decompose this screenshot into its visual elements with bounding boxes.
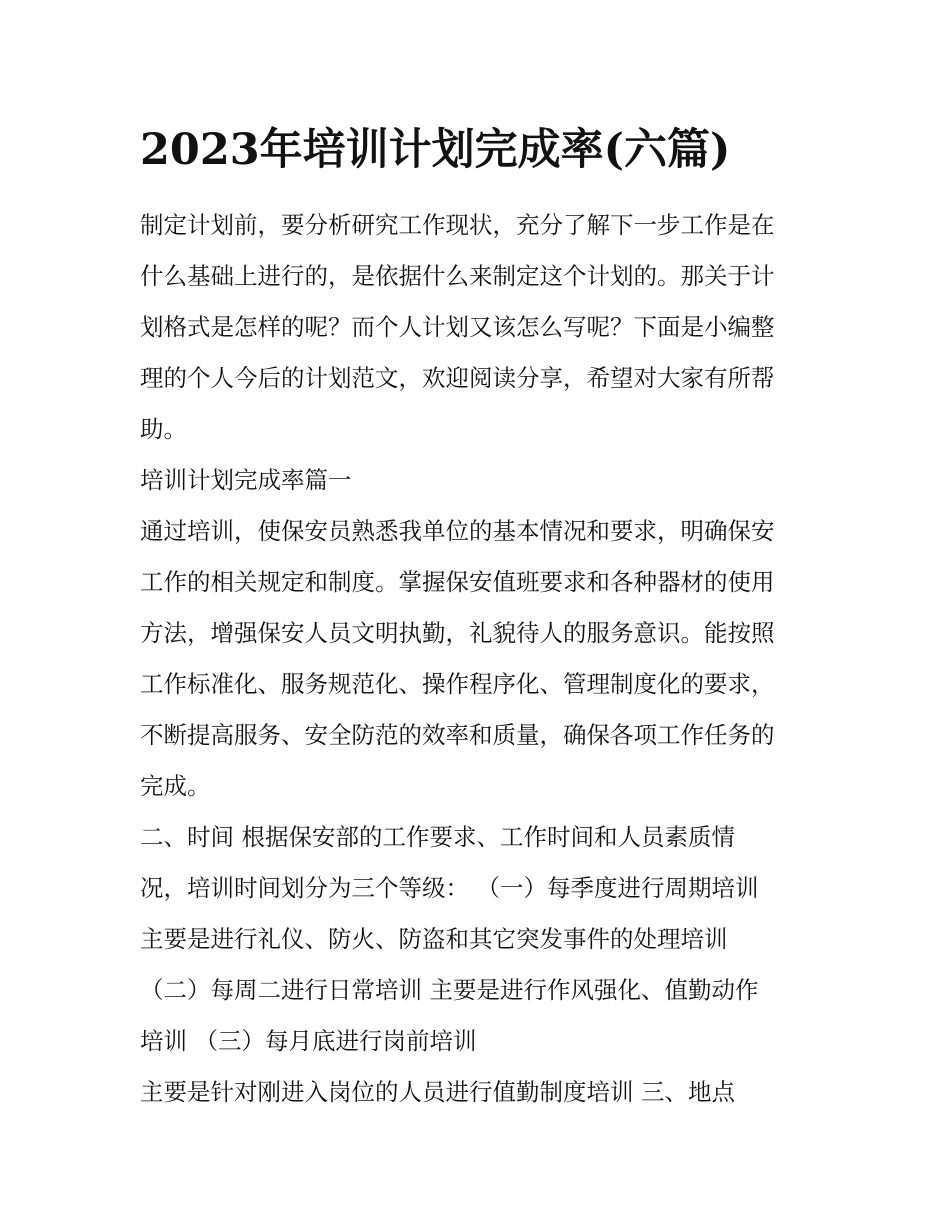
intro-line-2: 什么基础上进行的，是依据什么来制定这个计划的。那关于计 [140, 262, 775, 290]
intro-line-4: 理的个人今后的计划范文，欢迎阅读分享，希望对大家有所帮 [140, 364, 775, 392]
paragraph-line: 方法，增强保安人员文明执勤，礼貌待人的服务意识。能按照 [140, 619, 775, 647]
paragraph-line: 主要是进行礼仪、防火、防盗和其它突发事件的处理培训 [140, 925, 728, 953]
paragraph-line: 工作标准化、服务规范化、操作程序化、管理制度化的要求， [140, 670, 775, 698]
paragraph-line: 工作的相关规定和制度。掌握保安值班要求和各种器材的使用 [140, 568, 775, 596]
document-title: 2023年培训计划完成率(六篇) [140, 125, 731, 175]
intro-line-3: 划格式是怎样的呢？而个人计划又该怎么写呢？下面是小编整 [140, 313, 775, 341]
document-body [140, 200, 820, 1118]
paragraph-line: （二）每周二进行日常培训 主要是进行作风强化、值勤动作 [140, 976, 759, 1004]
intro-line-5: 助。 [140, 415, 187, 443]
section-heading: 培训计划完成率篇一 [140, 466, 352, 494]
paragraph-line: 二、时间 根据保安部的工作要求、工作时间和人员素质情 [140, 823, 735, 851]
paragraph-line: 通过培训，使保安员熟悉我单位的基本情况和要求，明确保安 [140, 517, 775, 545]
intro-line-1: 制定计划前，要分析研究工作现状，充分了解下一步工作是在 [140, 211, 775, 239]
paragraph-line: 培训 （三）每月底进行岗前培训 [140, 1027, 477, 1055]
paragraph-line: 主要是针对刚进入岗位的人员进行值勤制度培训 三、地点 [140, 1078, 735, 1106]
paragraph-line: 完成。 [140, 772, 211, 800]
paragraph-line: 不断提高服务、安全防范的效率和质量，确保各项工作任务的 [140, 721, 775, 749]
paragraph-line: 况，培训时间划分为三个等级： （一）每季度进行周期培训 [140, 874, 759, 902]
